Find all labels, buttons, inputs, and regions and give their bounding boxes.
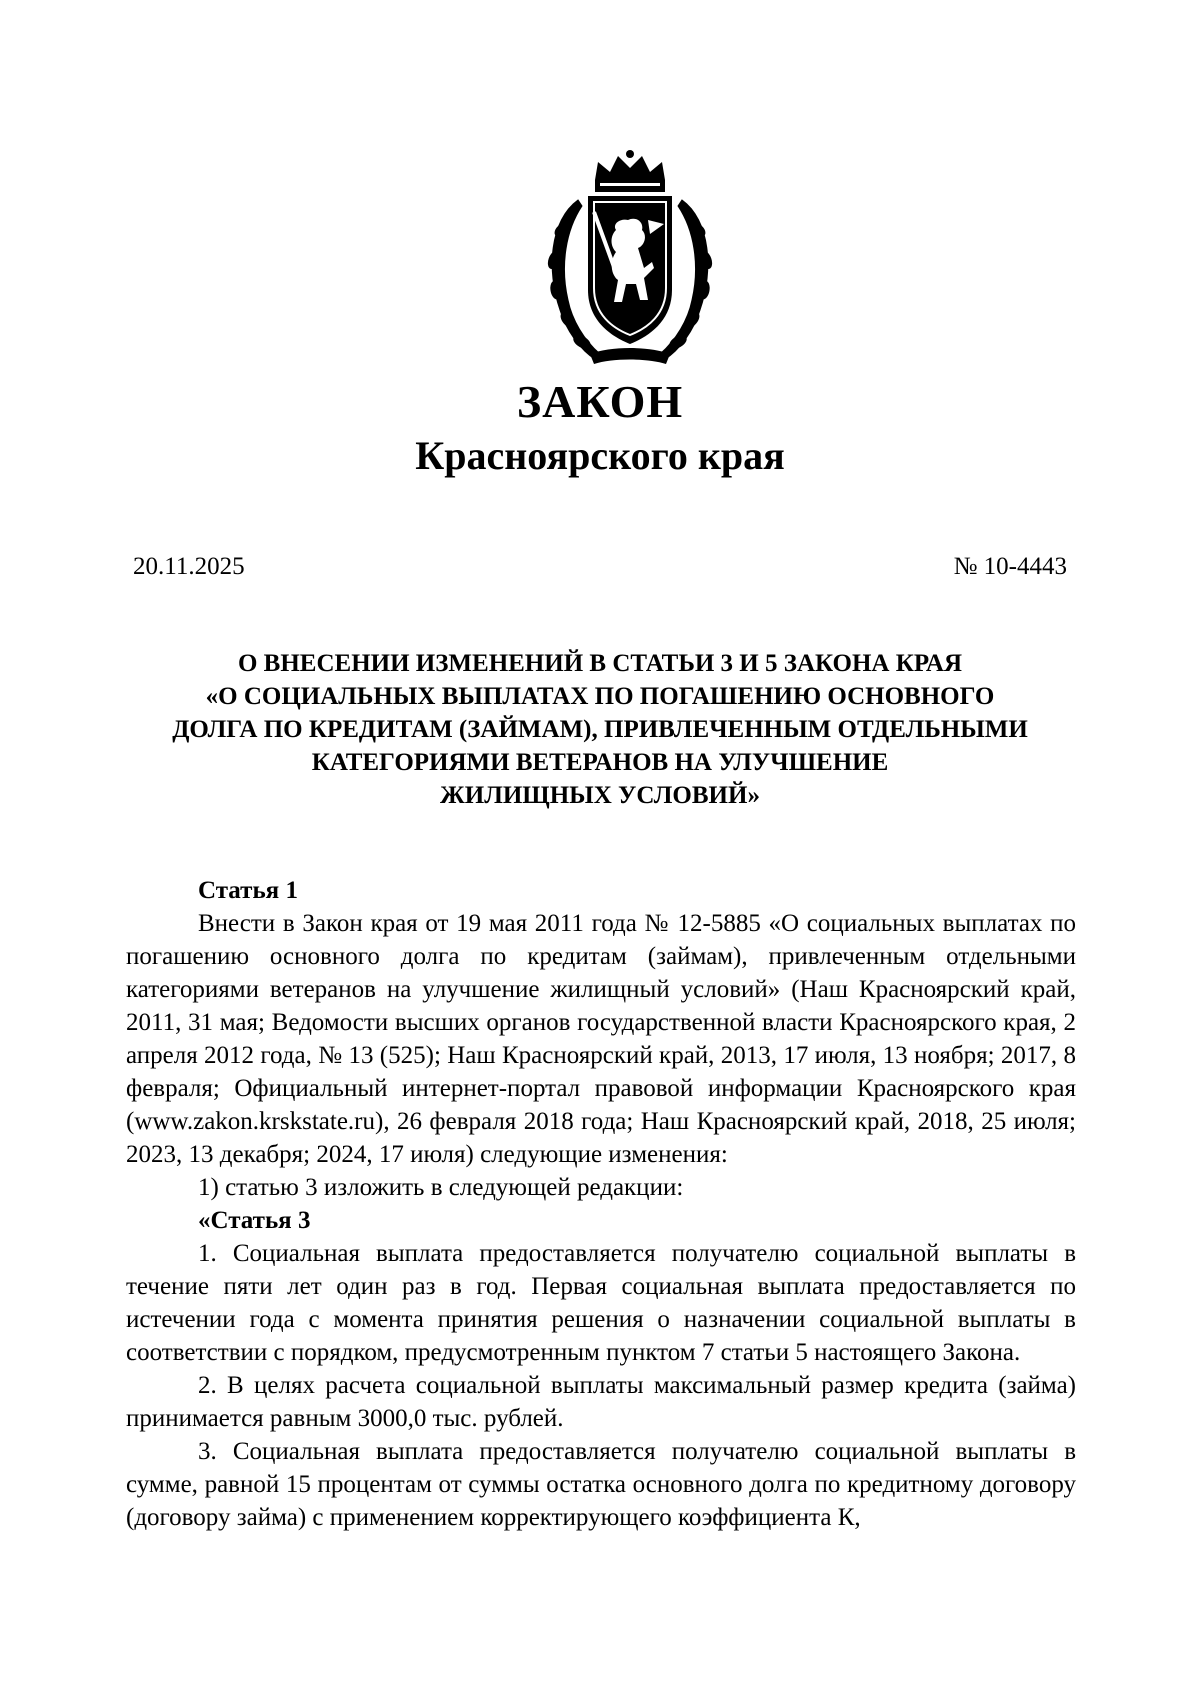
article-3-clause-1: 1. Социальная выплата предоставляется получателю социальной выплаты в течение пяти лет один раз в год. Первая социальная выплата предоставляется по истечении года с момента принятия решения о назначении социальной выплаты в соответствии с порядком, предусмотренным пунктом 7 статьи 5 настоящего Закона. xyxy=(126,1240,1076,1366)
heading-line: КАТЕГОРИЯМИ ВЕТЕРАНОВ НА УЛУЧШЕНИЕ xyxy=(311,749,889,776)
heading-line: ЖИЛИЩНЫХ УСЛОВИЙ» xyxy=(440,782,760,809)
article-3-clause-2: 2. В целях расчета социальной выплаты максимальный размер кредита (займа) принимается равным 3000,0 тыс. рублей. xyxy=(126,1372,1076,1432)
shield-icon xyxy=(588,196,672,344)
article-3-clause-3: 3. Социальная выплата предоставляется получателю социальной выплаты в сумме, равной 15 процентам от суммы остатка основного долга по кредитному договору (договору займа) с применением корректирующего коэффициента К, xyxy=(126,1438,1076,1531)
article-1-title: Статья 1 xyxy=(198,877,298,904)
ribbon-icon xyxy=(590,348,670,364)
issuing-region: Красноярского края xyxy=(415,433,785,478)
law-heading xyxy=(120,647,1080,812)
heading-line: ДОЛГА ПО КРЕДИТАМ (ЗАЙМАМ), ПРИВЛЕЧЕННЫМ ОТДЕЛЬНЫМИ xyxy=(172,716,1028,743)
coat-of-arms-icon xyxy=(540,150,720,380)
heading-line: «О СОЦИАЛЬНЫХ ВЫПЛАТАХ ПО ПОГАШЕНИЮ ОСНОВНОГО xyxy=(205,683,995,710)
amendment-item: 1) статью 3 изложить в следующей редакции: xyxy=(198,1174,684,1201)
law-date: 20.11.2025 xyxy=(133,553,245,580)
article-1-paragraph: Внести в Закон края от 19 мая 2011 года № 12-5885 «О социальных выплатах по погашению основного долга по кредитам (займам), привлеченным отдельными категориями ветеранов на улучшение жилищный условий» (Наш Красноярский край, 2011, 31 мая; Ведомости высших органов государственной власти Красноярского края, 2 апреля 2012 года, № 13 (525); Наш Красноярский край, 2013, 17 июля, 13 ноября; 2017, 8 февраля; Официальный интернет-портал правовой информации Красноярского края (www.zakon.krskstate.ru), 26 февраля 2018 года; Наш Красноярский край, 2018, 25 июля; 2023, 13 декабря; 2024, 17 июля) следующие изменения: xyxy=(126,910,1076,1168)
crown-icon xyxy=(595,150,665,192)
document-type: ЗАКОН xyxy=(516,376,684,427)
article-3-title: «Статья 3 xyxy=(198,1207,311,1234)
law-number: № 10-4443 xyxy=(953,553,1067,580)
heading-line: О ВНЕСЕНИИ ИЗМЕНЕНИЙ В СТАТЬИ 3 И 5 ЗАКОНА КРАЯ xyxy=(237,650,963,677)
law-body xyxy=(126,874,1076,1534)
